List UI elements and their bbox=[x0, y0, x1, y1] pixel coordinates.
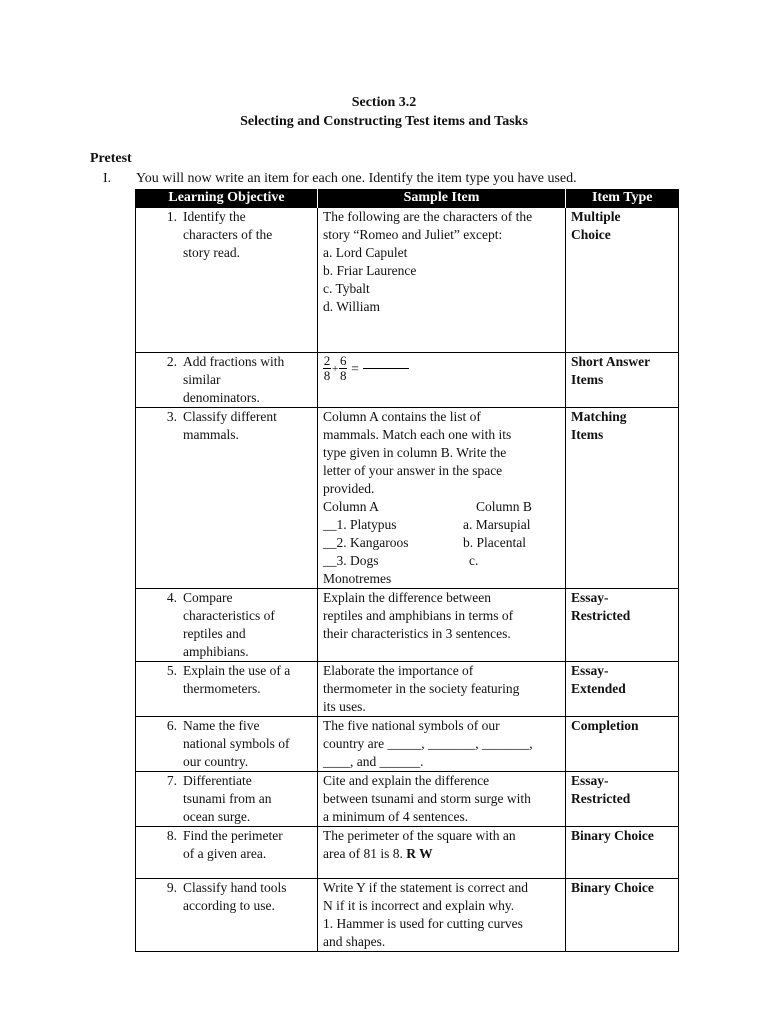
column-b-label: Column B bbox=[476, 499, 532, 514]
type-line: Short Answer bbox=[571, 354, 651, 369]
instruction-text: You will now write an item for each one. Identify the item type you have used. bbox=[136, 171, 577, 186]
column-a-label: Column A bbox=[323, 499, 379, 514]
header-sample-item: Sample Item bbox=[318, 189, 566, 208]
objective-line: mammals. bbox=[183, 427, 239, 442]
matching-row bbox=[323, 516, 560, 534]
objective-cell bbox=[136, 662, 318, 717]
fraction bbox=[323, 354, 331, 383]
item-type-cell bbox=[566, 879, 679, 952]
objective-line: of a given area. bbox=[183, 846, 267, 861]
equals-sign: = bbox=[351, 360, 359, 376]
section-number: Section 3.2 bbox=[351, 95, 417, 110]
item-line: Elaborate the importance of bbox=[323, 663, 474, 678]
item-line: c. Tybalt bbox=[323, 281, 370, 296]
item-type-cell bbox=[566, 827, 679, 879]
item-line: Monotremes bbox=[323, 571, 392, 586]
column-a-entry: __3. Dogs bbox=[323, 553, 379, 568]
type-line: Restricted bbox=[571, 791, 631, 806]
objective-line: characteristics of bbox=[183, 608, 275, 623]
item-type-cell bbox=[566, 717, 679, 772]
plus-sign: + bbox=[332, 362, 339, 375]
objective-line: ocean surge. bbox=[183, 809, 251, 824]
fraction bbox=[339, 354, 347, 383]
sample-item-cell bbox=[318, 208, 566, 353]
denominator: 8 bbox=[339, 368, 347, 383]
fraction-equation bbox=[323, 353, 560, 383]
objective-line: Explain the use of a bbox=[183, 663, 291, 678]
objective-line: Classify hand tools bbox=[183, 880, 287, 895]
objective-line: Add fractions with bbox=[183, 354, 285, 369]
item-line: a minimum of 4 sentences. bbox=[323, 809, 469, 824]
column-a-entry: __1. Platypus bbox=[323, 517, 397, 532]
row-number: 1. bbox=[166, 209, 177, 224]
objective-cell bbox=[136, 827, 318, 879]
item-line bbox=[323, 845, 560, 863]
column-b-entry: c. bbox=[469, 553, 479, 568]
pretest-label: Pretest bbox=[90, 151, 132, 166]
numerator: 2 bbox=[323, 353, 331, 368]
type-line: Restricted bbox=[571, 608, 631, 623]
item-line: type given in column B. Write the bbox=[323, 445, 507, 460]
type-line: Items bbox=[571, 372, 604, 387]
objective-line: similar bbox=[183, 372, 221, 387]
item-line: ____, and ______. bbox=[323, 754, 424, 769]
type-line: Matching bbox=[571, 409, 627, 424]
type-line: Items bbox=[571, 427, 604, 442]
objective-line: according to use. bbox=[183, 898, 275, 913]
table-row bbox=[136, 408, 679, 589]
objective-line: Name the five bbox=[183, 718, 260, 733]
type-line: Multiple bbox=[571, 209, 621, 224]
objective-cell bbox=[136, 208, 318, 353]
item-line: Cite and explain the difference bbox=[323, 773, 490, 788]
table-row bbox=[136, 662, 679, 717]
table-row bbox=[136, 772, 679, 827]
item-line: story “Romeo and Juliet” except: bbox=[323, 227, 503, 242]
item-line: The following are the characters of the bbox=[323, 209, 533, 224]
row-number: 4. bbox=[166, 590, 177, 605]
item-type-cell bbox=[566, 772, 679, 827]
matching-row bbox=[323, 552, 560, 570]
item-line: their characteristics in 3 sentences. bbox=[323, 626, 511, 641]
item-text: area of 81 is 8. bbox=[323, 846, 403, 861]
objective-cell bbox=[136, 589, 318, 662]
item-line: The perimeter of the square with an bbox=[323, 828, 516, 843]
item-line: and shapes. bbox=[323, 934, 386, 949]
row-number: 2. bbox=[166, 354, 177, 369]
type-line: Extended bbox=[571, 681, 626, 696]
objective-line: Find the perimeter bbox=[183, 828, 283, 843]
column-a-entry: __2. Kangaroos bbox=[323, 535, 409, 550]
item-line: Column A contains the list of bbox=[323, 409, 481, 424]
sample-item-cell bbox=[318, 662, 566, 717]
type-line: Essay- bbox=[571, 590, 609, 605]
item-line: Write Y if the statement is correct and bbox=[323, 880, 528, 895]
objective-cell bbox=[136, 353, 318, 408]
column-b-entry: b. Placental bbox=[463, 535, 526, 550]
type-line: Binary Choice bbox=[571, 828, 654, 843]
objective-line: denominators. bbox=[183, 390, 260, 405]
table-row bbox=[136, 208, 679, 353]
objective-line: tsunami from an bbox=[183, 791, 272, 806]
denominator: 8 bbox=[323, 368, 331, 383]
type-line: Completion bbox=[571, 718, 639, 733]
objective-cell bbox=[136, 772, 318, 827]
item-line: Explain the difference between bbox=[323, 590, 492, 605]
item-line: mammals. Match each one with its bbox=[323, 427, 512, 442]
row-number: 9. bbox=[166, 880, 177, 895]
table-row bbox=[136, 353, 679, 408]
header-learning-objective: Learning Objective bbox=[136, 189, 318, 208]
item-line: letter of your answer in the space bbox=[323, 463, 503, 478]
objective-line: Classify different bbox=[183, 409, 277, 424]
part-number: I. bbox=[103, 171, 112, 186]
answer-choices: R W bbox=[406, 846, 433, 861]
type-line: Essay- bbox=[571, 773, 609, 788]
table-row bbox=[136, 589, 679, 662]
section-title: Selecting and Constructing Test items and Tasks bbox=[240, 114, 528, 129]
sample-item-cell bbox=[318, 353, 566, 408]
objective-line: Identify the bbox=[183, 209, 246, 224]
objective-cell bbox=[136, 879, 318, 952]
item-line: provided. bbox=[323, 481, 375, 496]
item-line: between tsunami and storm surge with bbox=[323, 791, 531, 806]
item-line: thermometer in the society featuring bbox=[323, 681, 520, 696]
item-line: d. William bbox=[323, 299, 380, 314]
item-line: 1. Hammer is used for cutting curves bbox=[323, 916, 523, 931]
type-line: Choice bbox=[571, 227, 611, 242]
item-line: country are _____, _______, _______, bbox=[323, 736, 533, 751]
objective-line: story read. bbox=[183, 245, 240, 260]
row-number: 8. bbox=[166, 828, 177, 843]
item-type-cell bbox=[566, 408, 679, 589]
table-row bbox=[136, 879, 679, 952]
objective-cell bbox=[136, 408, 318, 589]
sample-item-cell bbox=[318, 772, 566, 827]
objective-line: characters of the bbox=[183, 227, 273, 242]
column-b-entry: a. Marsupial bbox=[463, 517, 531, 532]
header-item-type: Item Type bbox=[566, 189, 679, 208]
column-header-row bbox=[323, 498, 560, 516]
item-type-cell bbox=[566, 662, 679, 717]
row-number: 6. bbox=[166, 718, 177, 733]
sample-item-cell bbox=[318, 589, 566, 662]
objective-cell bbox=[136, 717, 318, 772]
objective-line: national symbols of bbox=[183, 736, 290, 751]
sample-item-cell bbox=[318, 717, 566, 772]
sample-item-cell bbox=[318, 408, 566, 589]
type-line: Binary Choice bbox=[571, 880, 654, 895]
item-line: N if it is incorrect and explain why. bbox=[323, 898, 515, 913]
sample-item-cell bbox=[318, 879, 566, 952]
table-row bbox=[136, 827, 679, 879]
row-number: 3. bbox=[166, 409, 177, 424]
table-header-row bbox=[136, 189, 679, 208]
item-type-cell bbox=[566, 208, 679, 353]
test-items-table bbox=[135, 189, 679, 952]
item-type-cell bbox=[566, 353, 679, 408]
objective-line: Differentiate bbox=[183, 773, 252, 788]
answer-blank bbox=[363, 368, 409, 369]
numerator: 6 bbox=[339, 353, 347, 368]
item-line: its uses. bbox=[323, 699, 366, 714]
type-line: Essay- bbox=[571, 663, 609, 678]
item-line: The five national symbols of our bbox=[323, 718, 500, 733]
sample-item-cell bbox=[318, 827, 566, 879]
row-number: 5. bbox=[166, 663, 177, 678]
row-number: 7. bbox=[166, 773, 177, 788]
matching-row bbox=[323, 534, 560, 552]
item-line: b. Friar Laurence bbox=[323, 263, 417, 278]
objective-line: Compare bbox=[183, 590, 233, 605]
objective-line: our country. bbox=[183, 754, 249, 769]
item-type-cell bbox=[566, 589, 679, 662]
table-row bbox=[136, 717, 679, 772]
objective-line: thermometers. bbox=[183, 681, 261, 696]
item-line: a. Lord Capulet bbox=[323, 245, 408, 260]
objective-line: reptiles and bbox=[183, 626, 246, 641]
item-line: reptiles and amphibians in terms of bbox=[323, 608, 514, 623]
objective-line: amphibians. bbox=[183, 644, 249, 659]
